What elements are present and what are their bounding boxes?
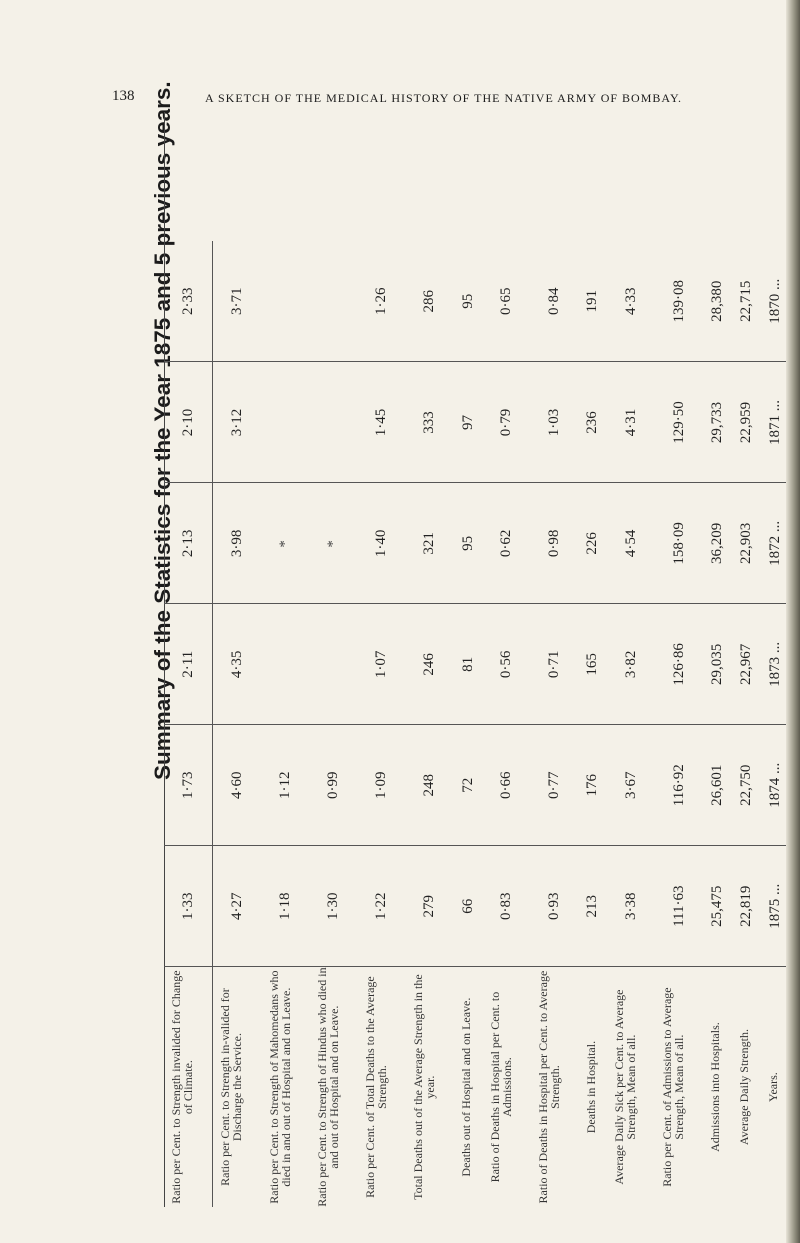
table-cell: 29,733 bbox=[703, 362, 732, 483]
table-cell: 248 bbox=[406, 725, 454, 846]
table-cell: 3·71 bbox=[228, 287, 245, 315]
table-cell: 4·31 bbox=[607, 362, 655, 483]
column-header: Ratio of Deaths in Hospital per Cent. to Average Strength. bbox=[531, 967, 579, 1207]
table-cell: 3·82 bbox=[607, 604, 655, 725]
table-column-9 bbox=[406, 120, 454, 1207]
column-header: Ratio per Cent. to Strength invalided for Change of Climate. bbox=[164, 967, 213, 1207]
table-cell: 1·03 bbox=[531, 362, 579, 483]
table-cell: 0·71 bbox=[531, 604, 579, 725]
table-cell: 72 bbox=[454, 725, 483, 846]
column-header: Ratio per Cent. of Total Deaths to the Average Strength. bbox=[358, 967, 406, 1207]
table-cell: 0·62 bbox=[483, 483, 531, 604]
table-cell: * bbox=[310, 483, 358, 604]
table-cell: 111·63 bbox=[655, 846, 703, 967]
table-cell: 1873 ... bbox=[761, 604, 790, 725]
table-cell: 176 bbox=[579, 725, 608, 846]
table-column-5 bbox=[579, 120, 608, 1207]
table-cell: 3·38 bbox=[607, 846, 655, 967]
table-cell: 1·09 bbox=[358, 725, 406, 846]
table-cell: 1·18 bbox=[262, 846, 310, 967]
table-cell: * bbox=[262, 483, 310, 604]
table-column-8 bbox=[454, 120, 483, 1207]
table-cell: 0·65 bbox=[498, 287, 515, 315]
table-cell: 279 bbox=[406, 846, 454, 967]
table-cell: 22,903 bbox=[732, 483, 761, 604]
table-cell: 2·13 bbox=[164, 483, 213, 604]
table-cell: 1·33 bbox=[164, 846, 213, 967]
table-cell: 4·27 bbox=[213, 846, 262, 967]
page-number: 138 bbox=[112, 88, 135, 104]
column-header: Ratio of Deaths in Hospital per Cent. to Admissions. bbox=[483, 967, 531, 1207]
table-cell bbox=[310, 604, 358, 725]
table-cell: 66 bbox=[454, 846, 483, 967]
table-cell: 22,959 bbox=[732, 362, 761, 483]
table-cell: 22,819 bbox=[732, 846, 761, 967]
table-cell: 3·12 bbox=[213, 362, 262, 483]
table-cell: 0·99 bbox=[310, 725, 358, 846]
table-cell: 95 bbox=[459, 293, 476, 309]
table-cell: 129·50 bbox=[655, 362, 703, 483]
table-cell: 1874 ... bbox=[761, 725, 790, 846]
table-cell: 1870 ... bbox=[767, 278, 784, 324]
table-cell: 191 bbox=[584, 290, 601, 313]
table-cell: 4·54 bbox=[607, 483, 655, 604]
table-cell: 1·12 bbox=[262, 725, 310, 846]
table-cell: 28,380 bbox=[709, 280, 726, 322]
table-cell: 3·67 bbox=[607, 725, 655, 846]
table-cell: 1·07 bbox=[358, 604, 406, 725]
column-header: Ratio per Cent. to Strength of Mahomedans who died in and out of Hospital and on Leave. bbox=[262, 967, 310, 1207]
table-cell: 139·08 bbox=[670, 280, 687, 323]
table-cell: 97 bbox=[454, 362, 483, 483]
table-cell: 95 bbox=[454, 483, 483, 604]
table-cell bbox=[310, 241, 358, 362]
table-cell: 0·56 bbox=[483, 604, 531, 725]
table-cell: 26,601 bbox=[703, 725, 732, 846]
table-cell: 0·77 bbox=[531, 725, 579, 846]
column-header: Ratio per Cent. to Strength in-valided for Discharge the Service. bbox=[213, 967, 262, 1207]
table-column-7 bbox=[483, 120, 531, 1207]
column-header: Average Daily Sick per Cent. to Average Strength, Mean of all. bbox=[607, 967, 655, 1207]
table-cell: 3·98 bbox=[213, 483, 262, 604]
table-cell bbox=[310, 362, 358, 483]
table-column-3 bbox=[655, 120, 703, 1207]
page-edge-shadow bbox=[786, 0, 800, 1243]
table-cell: 1871 ... bbox=[761, 362, 790, 483]
column-header: Ratio per Cent. of Admissions to Average Strength, Mean of all. bbox=[655, 967, 703, 1207]
table-cell bbox=[262, 604, 310, 725]
table-cell: 22,967 bbox=[732, 604, 761, 725]
table-cell: 25,475 bbox=[703, 846, 732, 967]
column-header: Deaths out of Hospital and on Leave. bbox=[454, 967, 483, 1207]
table-cell: 4·60 bbox=[213, 725, 262, 846]
table-column-11 bbox=[310, 120, 358, 1207]
table-cell: 29,035 bbox=[703, 604, 732, 725]
table-cell: 1·73 bbox=[164, 725, 213, 846]
table-cell: 1·26 bbox=[373, 287, 390, 315]
table-cell: 1·30 bbox=[310, 846, 358, 967]
table-cell: 226 bbox=[579, 483, 608, 604]
table-cell bbox=[262, 362, 310, 483]
table-cell: 1·22 bbox=[358, 846, 406, 967]
table-cell: 213 bbox=[579, 846, 608, 967]
table-cell: 81 bbox=[454, 604, 483, 725]
table-cell: 22,750 bbox=[732, 725, 761, 846]
column-header: Deaths in Hospital. bbox=[579, 967, 608, 1207]
table-cell: 321 bbox=[406, 483, 454, 604]
column-header: Years. bbox=[761, 967, 790, 1207]
table-cell: 333 bbox=[406, 362, 454, 483]
column-header: Average Daily Strength. bbox=[732, 967, 761, 1207]
table-cell: 116·92 bbox=[655, 725, 703, 846]
table-cell bbox=[262, 241, 310, 362]
table-cell: 22,715 bbox=[738, 280, 755, 322]
table-cell: 1872 ... bbox=[761, 483, 790, 604]
statistics-table-rotated bbox=[164, 120, 790, 1207]
table-column-2 bbox=[703, 120, 732, 1207]
table-cell: 2·10 bbox=[164, 362, 213, 483]
table-cell: 0·66 bbox=[483, 725, 531, 846]
table-title: Summary of the Statistics for the Year 1875 and 5 previous years. bbox=[150, 81, 175, 780]
table-cell: 1875 ... bbox=[761, 846, 790, 967]
column-header: Total Deaths out of the Average Strength in the year. bbox=[406, 967, 454, 1207]
table-column-4 bbox=[607, 120, 655, 1207]
table-cell: 0·84 bbox=[546, 287, 563, 315]
running-head: A SKETCH OF THE MEDICAL HISTORY OF THE NATIVE ARMY OF BOMBAY. bbox=[205, 91, 683, 105]
table-cell: 1·45 bbox=[358, 362, 406, 483]
table-column-10 bbox=[358, 120, 406, 1207]
table-cell: 246 bbox=[406, 604, 454, 725]
table-cell: 286 bbox=[421, 290, 438, 313]
table-cell: 0·79 bbox=[483, 362, 531, 483]
table-cell: 4·33 bbox=[622, 287, 639, 315]
table-cell: 165 bbox=[579, 604, 608, 725]
table-cell: 2·33 bbox=[164, 241, 213, 362]
table-cell: 236 bbox=[579, 362, 608, 483]
table-column-12 bbox=[262, 120, 310, 1207]
table-cell: 0·98 bbox=[531, 483, 579, 604]
table-column-6 bbox=[531, 120, 579, 1207]
column-header: Ratio per Cent. to Strength of Hindus who died in and out of Hospital and on Leave. bbox=[310, 967, 358, 1207]
statistics-table bbox=[164, 120, 790, 1207]
table-column-1 bbox=[732, 120, 761, 1207]
table-cell: 36,209 bbox=[703, 483, 732, 604]
table-column-14 bbox=[164, 120, 213, 1207]
table-column-13 bbox=[213, 120, 262, 1207]
table-cell: 2·11 bbox=[164, 604, 213, 725]
table-cell: 4·35 bbox=[213, 604, 262, 725]
table-cell: 126·86 bbox=[655, 604, 703, 725]
column-header: Admissions into Hospitals. bbox=[703, 967, 732, 1207]
table-cell: 0·83 bbox=[483, 846, 531, 967]
table-cell: 0·93 bbox=[531, 846, 579, 967]
table-cell: 158·09 bbox=[655, 483, 703, 604]
table-cell: 1·40 bbox=[358, 483, 406, 604]
